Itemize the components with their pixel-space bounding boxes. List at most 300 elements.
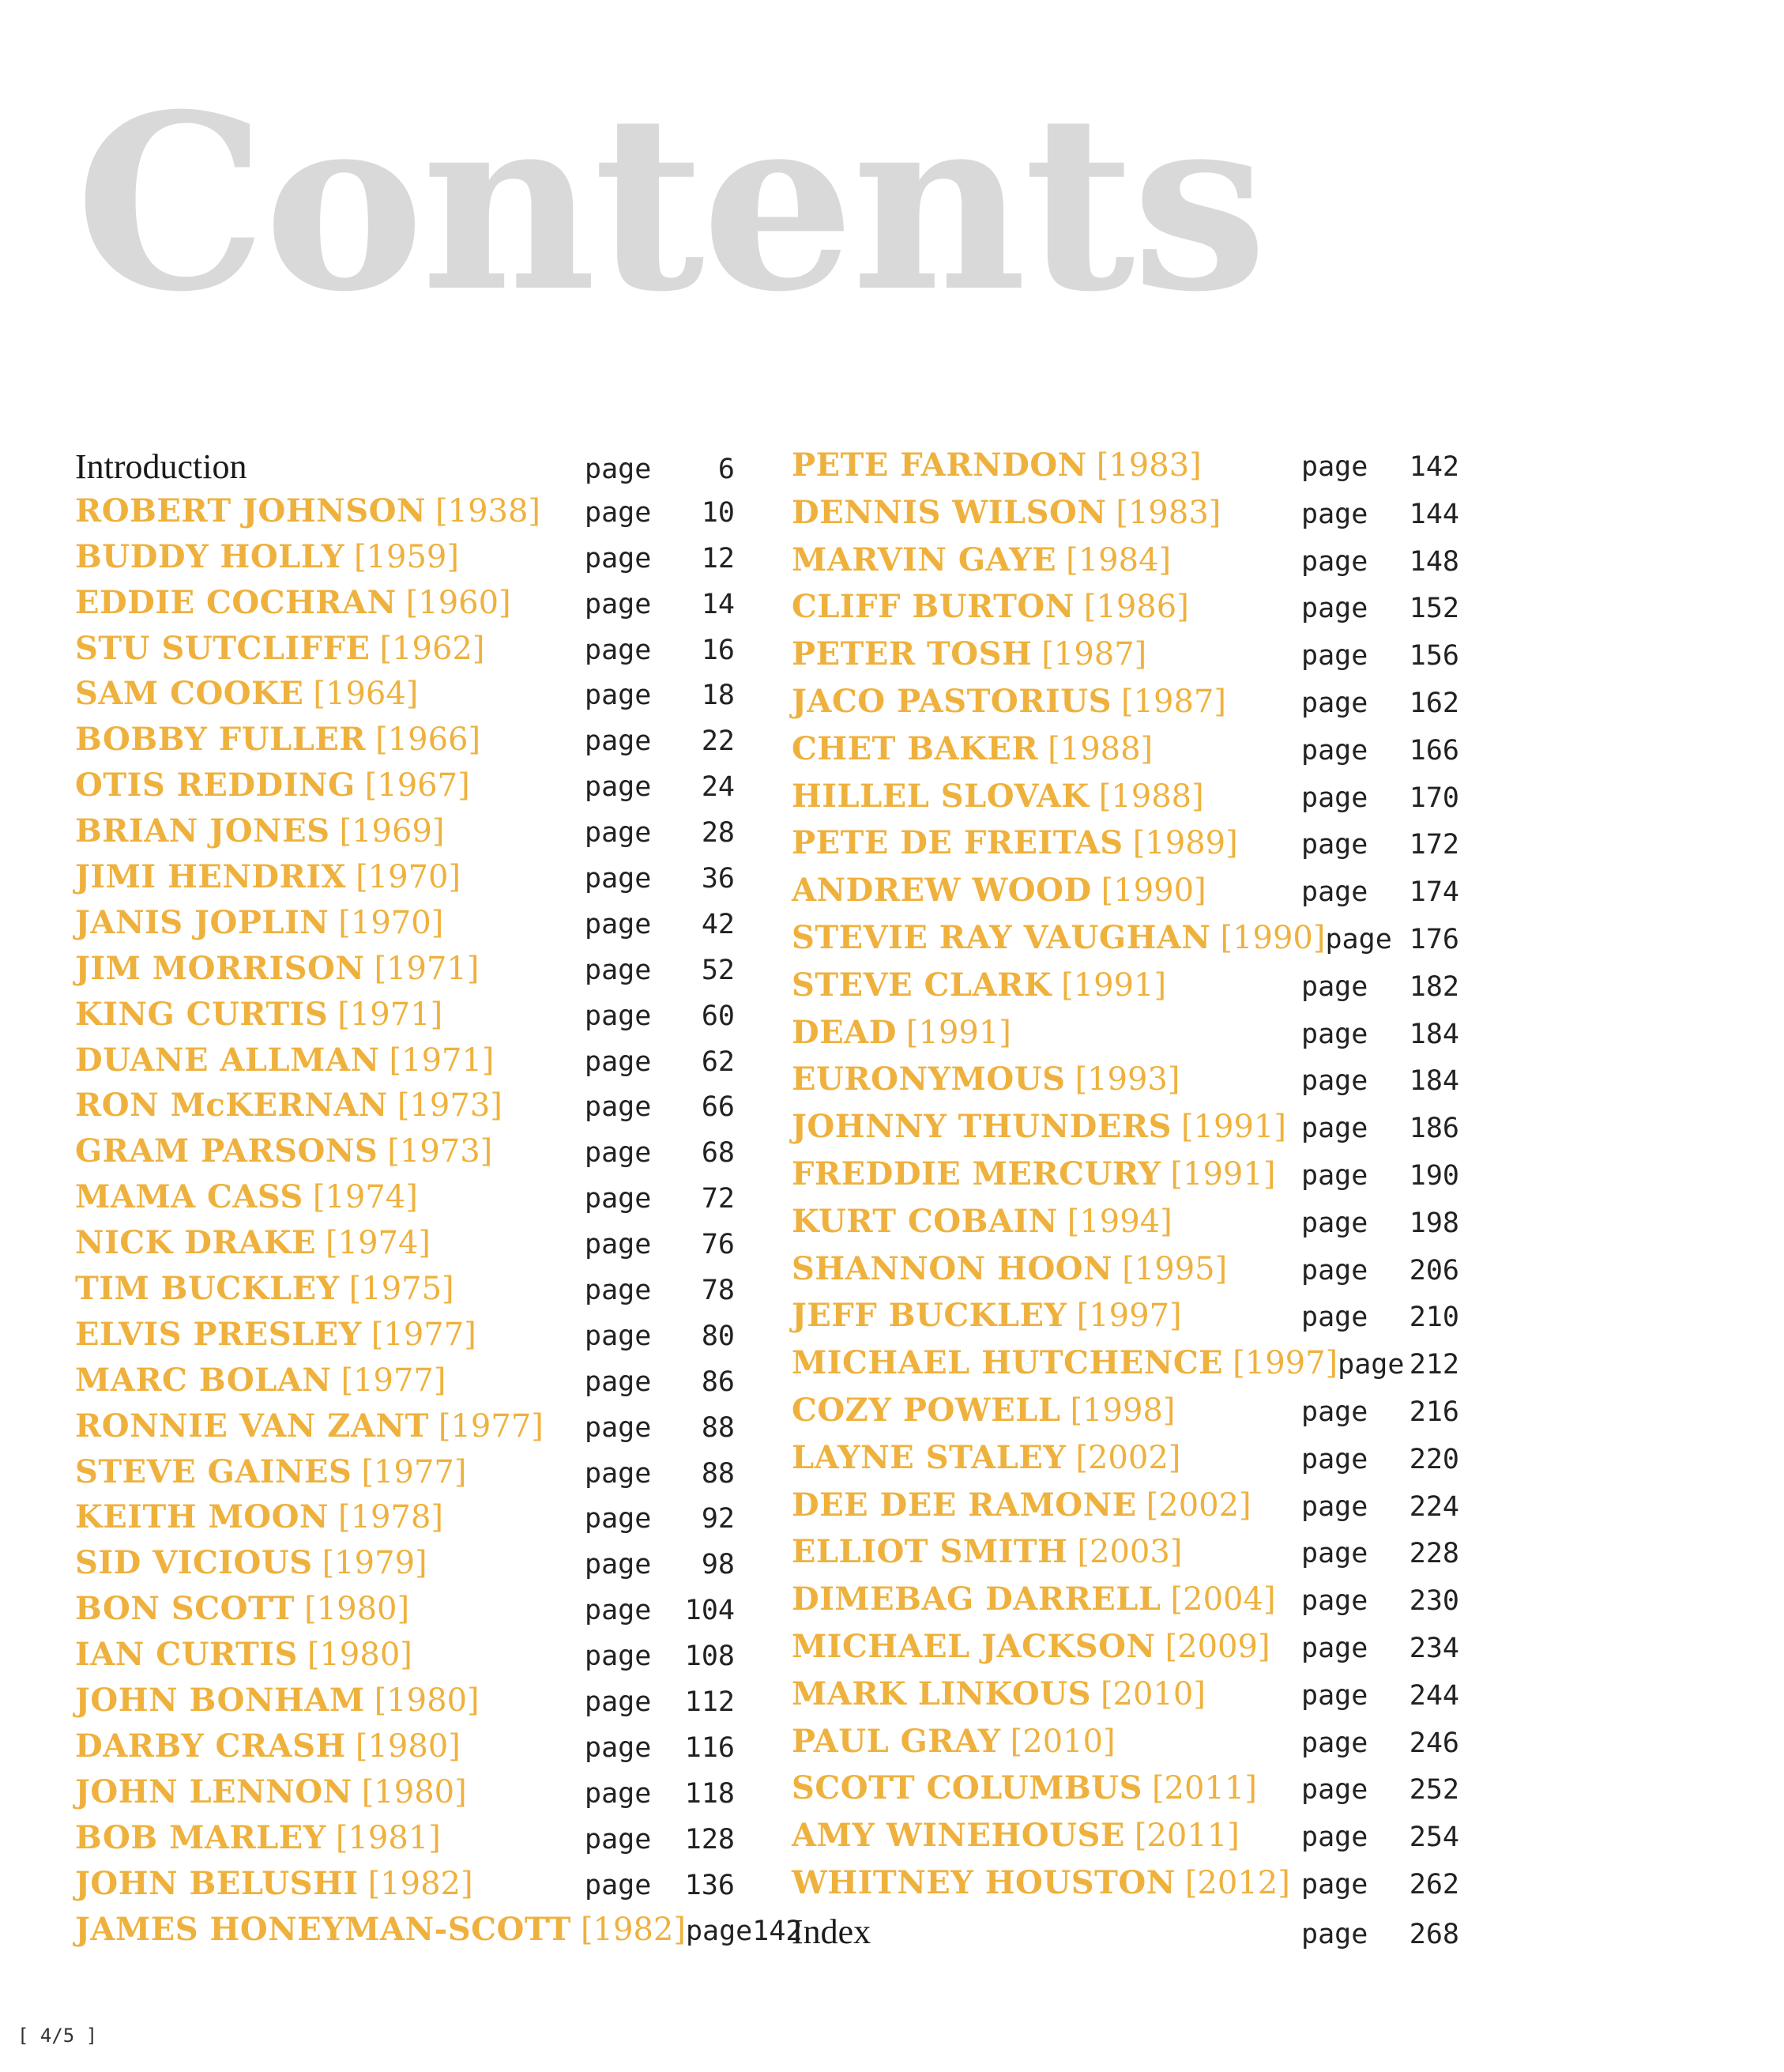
death-year: [1974]: [326, 1225, 431, 1262]
entry-title: [75, 584, 585, 621]
page-number: 22: [701, 725, 735, 758]
page-label: page: [585, 1366, 652, 1398]
artist-name: MICHAEL JACKSON: [792, 1627, 1156, 1665]
death-year: [2011]: [1151, 1770, 1257, 1807]
entry-title: [792, 1628, 1301, 1665]
death-year: [1977]: [361, 1453, 467, 1490]
entry-title: [792, 1580, 1301, 1618]
contents-entry[interactable]: [75, 1042, 735, 1087]
artist-name: CLIFF BURTON: [792, 588, 1075, 626]
page-number: 24: [701, 771, 735, 804]
death-year: [1980]: [307, 1637, 412, 1674]
page-label: page: [585, 1869, 652, 1901]
entry-title: [75, 1590, 585, 1627]
page-number: 216: [1409, 1396, 1459, 1428]
artist-name: BOBBY FULLER: [75, 721, 367, 759]
death-year: [1997]: [1233, 1345, 1338, 1382]
entry-title: [792, 824, 1301, 861]
artist-name: JANIS JOPLIN: [75, 903, 329, 941]
contents-entry[interactable]: [75, 538, 735, 584]
contents-left-column: [75, 446, 803, 1956]
death-year: [1983]: [1096, 447, 1202, 484]
entry-title: [75, 492, 585, 529]
page-number: 112: [684, 1686, 735, 1719]
entry-title: [792, 1014, 1301, 1051]
page-number: 142: [1409, 451, 1459, 483]
artist-name: STEVE CLARK: [792, 966, 1052, 1004]
page-number: 254: [1409, 1821, 1459, 1854]
page-number: 186: [1409, 1113, 1459, 1145]
death-year: [2012]: [1184, 1864, 1290, 1901]
artist-name: SCOTT COLUMBUS: [792, 1769, 1142, 1807]
entry-title: [75, 1178, 585, 1215]
page-number: 172: [1409, 829, 1459, 861]
contents-entry[interactable]: [75, 1316, 735, 1362]
page-title: Contents: [75, 62, 1265, 345]
death-year: [2002]: [1075, 1439, 1181, 1476]
contents-entry[interactable]: [792, 588, 1459, 635]
contents-entry[interactable]: [75, 721, 735, 767]
death-year: [1980]: [374, 1682, 480, 1720]
contents-entry[interactable]: [792, 1014, 1459, 1061]
contents-entry[interactable]: [792, 1769, 1459, 1817]
death-year: [1975]: [348, 1271, 454, 1308]
page-label: page: [1301, 1679, 1368, 1712]
section-name: Index: [792, 1912, 871, 1951]
contents-entry[interactable]: [792, 1250, 1459, 1298]
artist-name: MARK LINKOUS: [792, 1675, 1091, 1712]
entry-title: [792, 919, 1325, 956]
page-number: 88: [701, 1457, 735, 1490]
artist-name: AMY WINEHOUSE: [792, 1817, 1125, 1855]
page-number: 174: [1409, 876, 1459, 909]
contents-entry[interactable]: [792, 1344, 1459, 1392]
page-number: 206: [1409, 1254, 1459, 1287]
artist-name: MAMA CASS: [75, 1178, 303, 1216]
contents-entry[interactable]: [792, 1628, 1459, 1675]
artist-name: SID VICIOUS: [75, 1544, 313, 1582]
death-year: [1971]: [374, 950, 480, 987]
page-label: page: [585, 771, 652, 804]
artist-name: PAUL GRAY: [792, 1722, 1001, 1760]
death-year: [1978]: [337, 1499, 443, 1536]
death-year: [2009]: [1165, 1628, 1270, 1665]
entry-title: [75, 538, 585, 575]
contents-entry[interactable]: [75, 630, 735, 676]
entry-title: [792, 588, 1301, 625]
entry-title: [792, 1108, 1301, 1145]
artist-name: EURONYMOUS: [792, 1060, 1066, 1098]
contents-entry[interactable]: [75, 1727, 735, 1773]
entry-title: [75, 1865, 585, 1902]
contents-entry[interactable]: [792, 872, 1459, 919]
entry-title: [75, 996, 585, 1033]
death-year: [1981]: [335, 1819, 441, 1856]
contents-entry[interactable]: [75, 492, 735, 538]
page-label: page: [1301, 1396, 1368, 1428]
death-year: [1998]: [1070, 1392, 1176, 1429]
page-number: 184: [1409, 1018, 1459, 1050]
page-number: 118: [684, 1777, 735, 1810]
page-label: page: [1301, 498, 1368, 530]
page-number: 220: [1409, 1443, 1459, 1475]
page-number: 60: [701, 1000, 735, 1032]
page-number: 182: [1409, 970, 1459, 1003]
artist-name: BOB MARLEY: [75, 1818, 326, 1856]
page-label: page: [1325, 923, 1392, 955]
page-number: 224: [1409, 1490, 1459, 1523]
death-year: [1977]: [438, 1407, 544, 1445]
death-year: [1988]: [1048, 730, 1154, 767]
page-number: 252: [1409, 1774, 1459, 1806]
artist-name: STU SUTCLIFFE: [75, 629, 371, 667]
death-year: [1982]: [580, 1911, 686, 1948]
page-label: page: [1301, 1538, 1368, 1570]
entry-title: [792, 1060, 1301, 1098]
artist-name: JAMES HONEYMAN-SCOTT: [75, 1910, 571, 1948]
page-number: 234: [1409, 1632, 1459, 1664]
death-year: [1991]: [1061, 966, 1167, 1004]
contents-entry[interactable]: [75, 1407, 735, 1453]
contents-entry[interactable]: [792, 966, 1459, 1014]
contents-entry[interactable]: [792, 1817, 1459, 1864]
page-label: page: [585, 1595, 652, 1627]
contents-entry[interactable]: [75, 767, 735, 812]
page-label: page: [585, 1137, 652, 1170]
entry-title: [75, 675, 585, 712]
death-year: [1980]: [304, 1591, 410, 1628]
contents-entry[interactable]: [75, 1453, 735, 1499]
contents-entry[interactable]: [792, 1723, 1459, 1770]
page-label: page: [585, 1549, 652, 1581]
contents-entry[interactable]: [792, 1486, 1459, 1534]
contents-entry[interactable]: [792, 494, 1459, 541]
page-label: page: [1301, 1065, 1368, 1098]
page-label: page: [585, 1000, 652, 1032]
page-number: 14: [701, 588, 735, 620]
contents-entry[interactable]: [792, 778, 1459, 825]
artist-name: KEITH MOON: [75, 1498, 329, 1536]
death-year: [1984]: [1066, 541, 1172, 578]
page-number: 12: [701, 542, 735, 575]
page-label: page: [585, 1275, 652, 1307]
page-label: page: [1301, 1443, 1368, 1475]
entry-title: [792, 1344, 1338, 1381]
death-year: [2002]: [1146, 1486, 1251, 1524]
contents-entry[interactable]: [792, 1060, 1459, 1108]
page-label: page: [1301, 1727, 1368, 1759]
contents-entry[interactable]: [792, 1675, 1459, 1723]
artist-name: SAM COOKE: [75, 675, 304, 713]
death-year: [1967]: [364, 767, 470, 804]
entry-title: [792, 872, 1301, 909]
contents-entry[interactable]: [792, 1392, 1459, 1439]
contents-entry[interactable]: [792, 446, 1459, 494]
death-year: [1971]: [337, 996, 443, 1033]
page-number: 42: [701, 908, 735, 940]
artist-name: COZY POWELL: [792, 1391, 1061, 1429]
page-number: 86: [701, 1366, 735, 1398]
contents-entry[interactable]: [792, 1439, 1459, 1486]
page-label: page: [585, 1823, 652, 1855]
death-year: [1997]: [1076, 1298, 1182, 1335]
artist-name: ELLIOT SMITH: [792, 1533, 1068, 1571]
contents-entry[interactable]: [75, 1682, 735, 1727]
entry-title: [75, 1270, 585, 1307]
page-label: page: [585, 1229, 652, 1261]
entry-title: [75, 1544, 585, 1581]
page-label: page: [585, 634, 652, 666]
artist-name: NICK DRAKE: [75, 1224, 317, 1262]
artist-name: MARVIN GAYE: [792, 541, 1057, 578]
artist-name: IAN CURTIS: [75, 1636, 298, 1674]
contents-entry[interactable]: [75, 904, 735, 950]
contents-entry[interactable]: [75, 675, 735, 721]
entry-title: [75, 1407, 585, 1445]
contents-entry[interactable]: [75, 1362, 735, 1407]
contents-entry[interactable]: [792, 1533, 1459, 1580]
contents-entry[interactable]: [75, 1590, 735, 1636]
death-year: [1966]: [375, 721, 481, 759]
contents-entry[interactable]: [75, 858, 735, 904]
contents-entry[interactable]: [792, 1203, 1459, 1250]
artist-name: DEAD: [792, 1013, 897, 1051]
death-year: [1977]: [371, 1316, 476, 1353]
entry-title: [75, 812, 585, 850]
contents-entry[interactable]: [75, 1910, 803, 1957]
entry-title: [792, 1203, 1301, 1240]
artist-name: JIM MORRISON: [75, 949, 365, 987]
contents-entry[interactable]: [792, 824, 1459, 872]
page-label: page: [585, 1183, 652, 1215]
death-year: [1980]: [361, 1773, 467, 1810]
entry-title: [75, 950, 585, 987]
page-number: 190: [1409, 1159, 1459, 1192]
page-label: page: [585, 817, 652, 850]
contents-entry[interactable]: [792, 683, 1459, 730]
contents-entry[interactable]: [792, 1155, 1459, 1203]
entry-title: [75, 767, 585, 804]
artist-name: JOHNNY THUNDERS: [792, 1108, 1172, 1146]
death-year: [2010]: [1100, 1675, 1206, 1712]
page-label: page: [1301, 1868, 1368, 1901]
page-label: page: [585, 863, 652, 895]
page-number: 228: [1409, 1538, 1459, 1570]
death-year: [1990]: [1101, 872, 1206, 910]
artist-name: FREDDIE MERCURY: [792, 1155, 1161, 1192]
page-number: 184: [1409, 1065, 1459, 1098]
page-label: page: [1301, 1774, 1368, 1806]
artist-name: STEVE GAINES: [75, 1452, 352, 1490]
page-number: 36: [701, 863, 735, 895]
death-year: [1994]: [1067, 1203, 1172, 1240]
death-year: [1977]: [341, 1362, 446, 1399]
page-label: page: [1301, 829, 1368, 861]
page-label: page: [585, 1503, 652, 1535]
entry-title: [75, 1224, 585, 1261]
entry-title: [75, 1819, 585, 1856]
contents-entry[interactable]: [75, 584, 735, 630]
death-year: [1990]: [1220, 919, 1326, 956]
death-year: [1974]: [312, 1179, 418, 1216]
artist-name: BRIAN JONES: [75, 812, 330, 850]
artist-name: BUDDY HOLLY: [75, 537, 344, 575]
death-year: [1964]: [313, 676, 419, 713]
page-number: 78: [701, 1275, 735, 1307]
artist-name: JOHN BONHAM: [75, 1682, 365, 1720]
artist-name: PETER TOSH: [792, 635, 1033, 673]
page-label: page: [1301, 687, 1368, 719]
page-number: 92: [701, 1503, 735, 1535]
death-year: [1987]: [1041, 636, 1147, 673]
page-number: 62: [701, 1045, 735, 1078]
contents-entry[interactable]: [75, 1270, 735, 1316]
page-number: 170: [1409, 782, 1459, 814]
page-number: 80: [701, 1320, 735, 1352]
entry-title: [792, 683, 1301, 720]
page-number: 108: [684, 1641, 735, 1673]
entry-title: [792, 730, 1301, 767]
entry-title: [792, 1486, 1301, 1524]
entry-title: [75, 630, 585, 667]
death-year: [1969]: [339, 813, 445, 850]
page-label: page: [1338, 1349, 1405, 1381]
artist-name: ROBERT JOHNSON: [75, 492, 427, 529]
page-label: page: [585, 1457, 652, 1490]
page-label: page: [1301, 1302, 1368, 1334]
page-number: 52: [701, 954, 735, 986]
death-year: [1993]: [1075, 1061, 1180, 1098]
entry-title: [792, 1817, 1301, 1854]
entry-title: [792, 635, 1301, 672]
death-year: [1989]: [1132, 825, 1238, 862]
page-label: page: [1301, 970, 1368, 1003]
page-label: page: [585, 454, 652, 485]
contents-entry[interactable]: [792, 730, 1459, 778]
page-label: page: [585, 1641, 652, 1673]
contents-entry[interactable]: [75, 1819, 735, 1865]
contents-entry[interactable]: [792, 1580, 1459, 1628]
contents-entry[interactable]: [75, 1224, 735, 1270]
page-number: 28: [701, 817, 735, 850]
entry-title: [75, 1727, 585, 1765]
page-number: 156: [1409, 640, 1459, 672]
page-number: 262: [1409, 1868, 1459, 1901]
death-year: [1979]: [322, 1545, 427, 1582]
artist-name: SHANNON HOON: [792, 1249, 1113, 1287]
contents-entry[interactable]: [75, 1773, 735, 1819]
artist-name: MICHAEL HUTCHENCE: [792, 1344, 1224, 1382]
page-label: page: [1301, 1113, 1368, 1145]
artist-name: MARC BOLAN: [75, 1361, 332, 1399]
page-number-footer: [ 4/5 ]: [17, 2025, 98, 2047]
page-label: page: [1301, 451, 1368, 483]
contents-entry[interactable]: [792, 1864, 1459, 1912]
death-year: [1982]: [367, 1865, 473, 1902]
page-label: page: [1301, 1159, 1368, 1192]
artist-name: WHITNEY HOUSTON: [792, 1863, 1176, 1901]
page-number: 148: [1409, 545, 1459, 578]
contents-entry[interactable]: [792, 919, 1459, 966]
entry-title: [792, 1439, 1301, 1476]
page-number: 66: [701, 1091, 735, 1124]
contents-entry[interactable]: [75, 950, 735, 996]
artist-name: HILLEL SLOVAK: [792, 777, 1090, 815]
entry-title: [792, 1769, 1301, 1806]
page-label: page: [1301, 1254, 1368, 1287]
contents-entry[interactable]: [75, 1544, 735, 1590]
page-number: 98: [701, 1549, 735, 1581]
entry-title: [75, 1042, 585, 1079]
page-number: 212: [1409, 1349, 1459, 1381]
entry-title: [792, 1912, 1301, 1952]
contents-entry[interactable]: [75, 1087, 735, 1132]
death-year: [2004]: [1170, 1581, 1276, 1618]
page-label: page: [1301, 1918, 1368, 1950]
artist-name: JOHN BELUSHI: [75, 1864, 359, 1902]
page-label: page: [1301, 593, 1368, 625]
entry-title: [792, 1864, 1301, 1901]
page-number: 198: [1409, 1207, 1459, 1239]
page-number: 244: [1409, 1679, 1459, 1712]
page-label: page: [585, 588, 652, 620]
contents-entry[interactable]: [75, 1178, 735, 1224]
entry-title: [792, 494, 1301, 531]
contents-entry[interactable]: [75, 812, 735, 858]
page-number: 10: [701, 496, 735, 529]
death-year: [1962]: [379, 630, 485, 667]
entry-title: [75, 904, 585, 941]
contents-right-column: [792, 446, 1459, 1959]
contents-entry[interactable]: [75, 1865, 735, 1911]
contents-entry[interactable]: [792, 1297, 1459, 1344]
death-year: [2011]: [1134, 1818, 1240, 1855]
artist-name: OTIS REDDING: [75, 767, 356, 804]
death-year: [1987]: [1121, 683, 1227, 720]
entry-title: [792, 1297, 1301, 1334]
page-label: page: [585, 1777, 652, 1810]
contents-entry[interactable]: [75, 1132, 735, 1178]
page-label: page: [1301, 1207, 1368, 1239]
page-number: 136: [684, 1869, 735, 1901]
contents-entry[interactable]: [75, 1498, 735, 1544]
artist-name: BON SCOTT: [75, 1590, 295, 1628]
page-number: 144: [1409, 498, 1459, 530]
page-number: 246: [1409, 1727, 1459, 1759]
page-number: 116: [684, 1731, 735, 1764]
artist-name: JACO PASTORIUS: [792, 682, 1112, 720]
contents-entry[interactable]: [75, 446, 735, 492]
artist-name: LAYNE STALEY: [792, 1438, 1067, 1476]
section-name: Introduction: [75, 447, 247, 486]
contents-entry[interactable]: [792, 541, 1459, 589]
contents-entry[interactable]: [792, 635, 1459, 683]
page-number: 88: [701, 1411, 735, 1444]
page-label: page: [585, 1411, 652, 1444]
contents-entry[interactable]: [75, 1636, 735, 1682]
artist-name: DIMEBAG DARRELL: [792, 1580, 1161, 1618]
contents-entry[interactable]: [75, 996, 735, 1042]
page-label: page: [1301, 1585, 1368, 1618]
page-label: page: [1301, 1821, 1368, 1854]
artist-name: CHET BAKER: [792, 729, 1039, 767]
artist-name: RON McKERNAN: [75, 1087, 388, 1125]
contents-entry[interactable]: [792, 1912, 1459, 1959]
contents-entry[interactable]: [792, 1108, 1459, 1155]
entry-title: [792, 1392, 1301, 1429]
page-number: 18: [701, 680, 735, 712]
page-label: page: [585, 1686, 652, 1719]
